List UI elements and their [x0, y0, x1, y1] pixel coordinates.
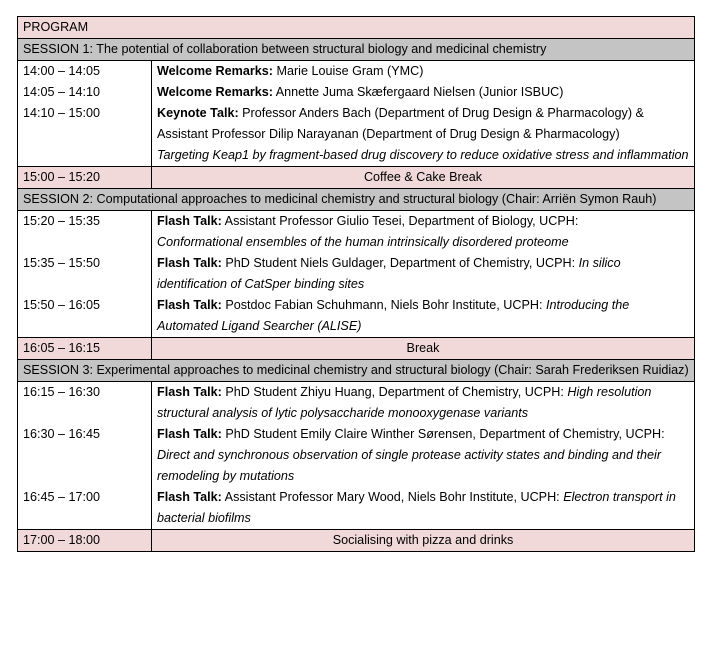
- time-slot: 16:30 – 16:45: [23, 427, 101, 441]
- closing-label: Socialising with pizza and drinks: [152, 530, 695, 552]
- program-label: PROGRAM: [18, 17, 695, 39]
- time-slot: 14:10 – 15:00: [23, 106, 101, 120]
- talk-kind: Flash Talk:: [157, 490, 222, 504]
- session-1-header-row: [18, 39, 695, 61]
- closing-time: 17:00 – 18:00: [18, 530, 152, 552]
- talk-kind: Flash Talk:: [157, 298, 222, 312]
- session-1-times: [18, 61, 152, 167]
- closing-row: [18, 530, 695, 552]
- break-label: Coffee & Cake Break: [152, 167, 695, 189]
- program-header-row: [18, 17, 695, 39]
- talk-item: [157, 61, 689, 82]
- talk-kind: Welcome Remarks:: [157, 85, 273, 99]
- session-2-title: SESSION 2: Computational approaches to medicinal chemistry and structural biology (Chair: Arriën Symon Rauh): [18, 189, 695, 211]
- talk-kind: Flash Talk:: [157, 256, 222, 270]
- session-1-row: [18, 61, 695, 167]
- talk-speaker: Marie Louise Gram (YMC): [272, 64, 424, 78]
- talk-title: Introducing the Automated Ligand Searcher (ALISE): [157, 298, 630, 333]
- talk-kind: Flash Talk:: [157, 385, 222, 399]
- program-table: [17, 16, 695, 552]
- talk-title: High resolution structural analysis of lytic polysaccharide monooxygenase variants: [157, 385, 652, 420]
- talk-kind: Keynote Talk:: [157, 106, 239, 120]
- talk-item: [157, 253, 689, 295]
- break-time: 15:00 – 15:20: [18, 167, 152, 189]
- talk-speaker: Annette Juma Skæfergaard Nielsen (Junior ISBUC): [272, 85, 564, 99]
- talk-speaker: Assistant Professor Giulio Tesei, Department of Biology, UCPH:: [221, 214, 579, 228]
- talk-item: [157, 382, 689, 424]
- time-slot: 16:45 – 17:00: [23, 490, 101, 504]
- talk-title: Conformational ensembles of the human intrinsically disordered proteome: [157, 235, 569, 249]
- talk-speaker: PhD Student Zhiyu Huang, Department of Chemistry, UCPH:: [221, 385, 568, 399]
- session-3-talks: [152, 382, 695, 530]
- talk-item: [157, 211, 689, 253]
- session-2-times: [18, 211, 152, 338]
- time-slot: 14:00 – 14:05: [23, 64, 101, 78]
- session-1-title: SESSION 1: The potential of collaboration between structural biology and medicinal chemistry: [18, 39, 695, 61]
- talk-speaker: Assistant Professor Mary Wood, Niels Bohr Institute, UCPH:: [221, 490, 564, 504]
- talk-item: [157, 424, 689, 487]
- talk-speaker: Postdoc Fabian Schuhmann, Niels Bohr Institute, UCPH:: [221, 298, 546, 312]
- talk-title: In silico identification of CatSper binding sites: [157, 256, 621, 291]
- talk-item: [157, 295, 689, 337]
- talk-title: Direct and synchronous observation of single protease activity states and binding and their remodeling by mutations: [157, 448, 662, 483]
- talk-kind: Welcome Remarks:: [157, 64, 273, 78]
- session-1-talks: [152, 61, 695, 167]
- break-time: 16:05 – 16:15: [18, 338, 152, 360]
- session-2-row: [18, 211, 695, 338]
- time-slot: 15:20 – 15:35: [23, 214, 101, 228]
- talk-kind: Flash Talk:: [157, 427, 222, 441]
- talk-title: Targeting Keap1 by fragment-based drug discovery to reduce oxidative stress and inflammation: [157, 148, 689, 162]
- break-row: [18, 167, 695, 189]
- break-label: Break: [152, 338, 695, 360]
- session-3-row: [18, 382, 695, 530]
- session-2-talks: [152, 211, 695, 338]
- session-3-header-row: [18, 360, 695, 382]
- time-slot: 15:35 – 15:50: [23, 256, 101, 270]
- talk-item: [157, 82, 689, 103]
- break-row: [18, 338, 695, 360]
- talk-item: [157, 487, 689, 529]
- talk-title: Electron transport in bacterial biofilms: [157, 490, 676, 525]
- time-slot: 15:50 – 16:05: [23, 298, 101, 312]
- talk-item: [157, 103, 689, 166]
- talk-speaker: PhD Student Niels Guldager, Department of Chemistry, UCPH:: [221, 256, 579, 270]
- time-slot: 16:15 – 16:30: [23, 385, 101, 399]
- time-slot: 14:05 – 14:10: [23, 85, 101, 99]
- talk-speaker: PhD Student Emily Claire Winther Sørensen, Department of Chemistry, UCPH:: [221, 427, 665, 441]
- talk-kind: Flash Talk:: [157, 214, 222, 228]
- session-2-header-row: [18, 189, 695, 211]
- session-3-title: SESSION 3: Experimental approaches to medicinal chemistry and structural biology (Chair: Sarah Frederiksen Ruidiaz): [18, 360, 695, 382]
- talk-speaker: Professor Anders Bach (Department of Drug Design & Pharmacology) & Assistant Professor Dilip Narayanan (Department of Drug Design & Pharmacology): [157, 106, 644, 141]
- session-3-times: [18, 382, 152, 530]
